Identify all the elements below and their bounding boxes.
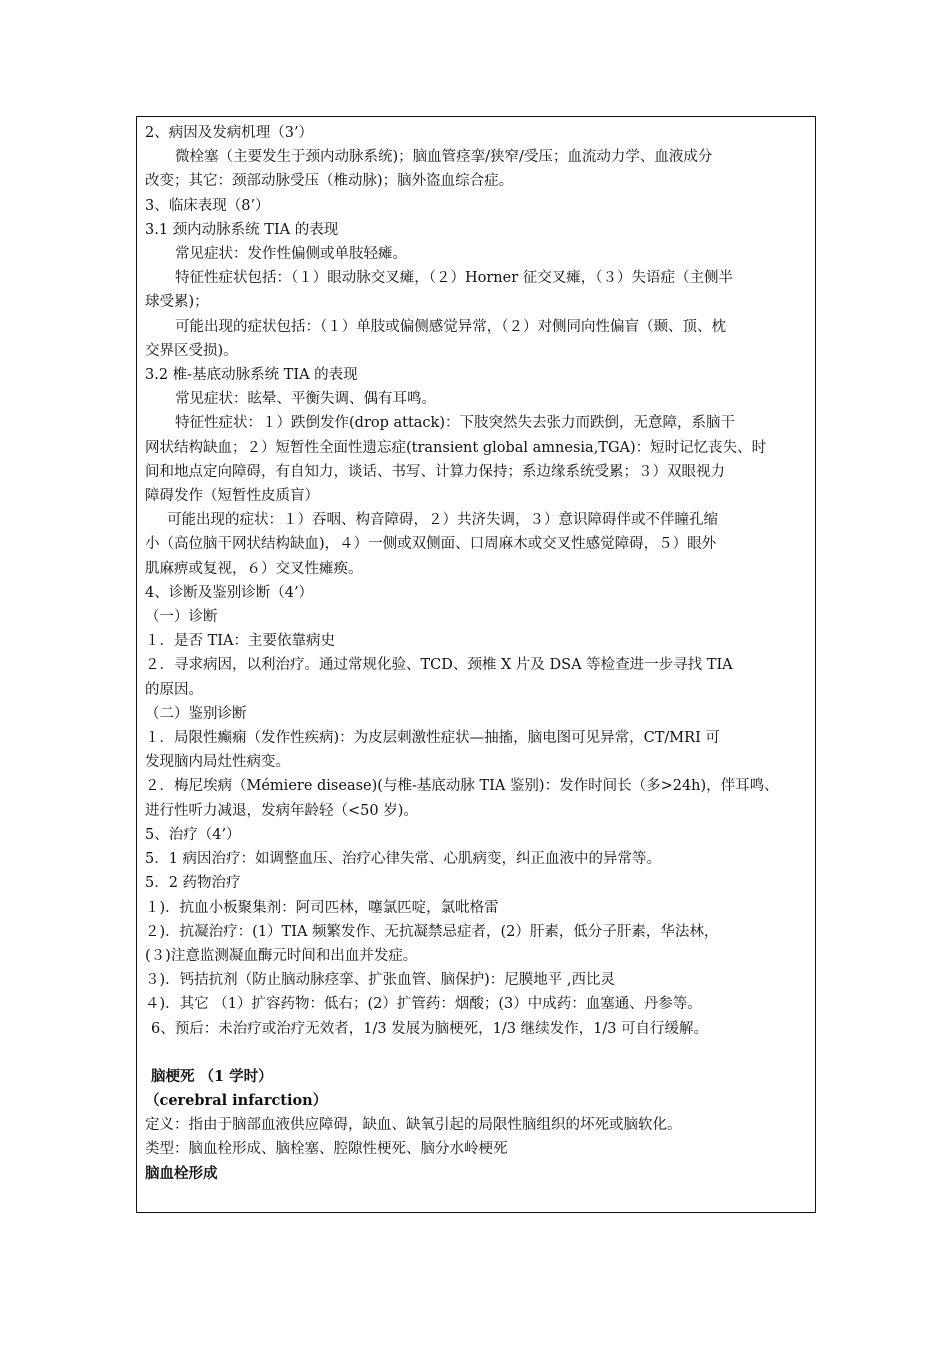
- document-content-box: [136, 116, 816, 1213]
- paragraph-line: 5．1 病因治疗：如调整血压、治疗心律失常、心肌病变，纠正血液中的异常等。: [145, 851, 662, 868]
- paragraph-line: ２．寻求病因，以利治疗。通过常规化验、TCD、颈椎 X 片及 DSA 等检查进一步寻找 TIA: [145, 657, 733, 674]
- section-heading: 5、治疗（4’）: [145, 826, 241, 843]
- paragraph-line: 球受累)；: [145, 294, 209, 311]
- subsection-heading: 3.2 椎-基底动脉系统 TIA 的表现: [145, 367, 358, 384]
- section-heading: 2、病因及发病机理（3’）: [145, 125, 314, 141]
- types-line: 类型：脑血栓形成、脑栓塞、腔隙性梗死、脑分水岭梗死: [145, 1141, 508, 1158]
- paragraph-line: １．是否 TIA：主要依靠病史: [145, 633, 335, 650]
- paragraph-line: 发现脑内局灶性病变。: [145, 754, 290, 771]
- paragraph-line: 常见症状：眩晕、平衡失调、偶有耳鸣。: [175, 391, 436, 408]
- chapter-title: 脑梗死 （1 学时）: [151, 1067, 273, 1085]
- paragraph-line: 可能出现的症状包括：（１）单肢或偏侧感觉异常，（２）对侧同向性偏盲（颞、顶、枕: [175, 318, 726, 335]
- paragraph-line: ３)．钙拮抗剂（防止脑动脉痉挛、扩张血管、脑保护)：尼膜地平 ,西比灵: [145, 972, 616, 989]
- paragraph-line: 可能出现的症状：１）吞咽、构音障碍，２）共济失调，３）意识障碍伴或不伴瞳孔缩: [167, 512, 718, 529]
- paragraph-line: 进行性听力减退，发病年龄轻（<50 岁)。: [145, 802, 418, 819]
- paragraph-line: 常见症状：发作性偏侧或单肢轻瘫。: [175, 246, 407, 263]
- paragraph-line: (３)注意监测凝血酶元时间和出血并发症。: [145, 947, 418, 964]
- chapter-subtitle: （cerebral infarction）: [145, 1091, 328, 1109]
- subsection-heading: （二）鉴别诊断: [145, 705, 247, 722]
- paragraph-line: 微栓塞（主要发生于颈内动脉系统)；脑血管痉挛/狭窄/受压；血流动力学、血液成分: [175, 149, 713, 166]
- paragraph-line: 小（高位脑干网状结构缺血)，４）一侧或双侧面、口周麻木或交叉性感觉障碍，５）眼外: [145, 536, 717, 553]
- paragraph-line: 的原因。: [145, 681, 203, 698]
- paragraph-line: 网状结构缺血；２）短暂性全面性遗忘症(transient global amnesia,TGA)：短时记忆丧失、时: [145, 439, 767, 456]
- definition-line: 定义：指由于脑部血液供应障碍，缺血、缺氧引起的局限性脑组织的坏死或脑软化。: [145, 1117, 682, 1134]
- paragraph-line: 障碍发作（短暂性皮质盲）: [145, 488, 319, 505]
- paragraph-line: 肌麻痹或复视，６）交叉性瘫痪。: [145, 560, 363, 577]
- paragraph-line: 特征性症状包括：（１）眼动脉交叉瘫，（２）Horner 征交叉瘫，（３）失语症（主侧半: [175, 270, 734, 287]
- paragraph-line: 交界区受损)。: [145, 342, 238, 359]
- subsection-heading: （一）诊断: [145, 609, 218, 626]
- section-heading: 4、诊断及鉴别诊断（4’）: [145, 584, 314, 601]
- paragraph-line: ２．梅尼埃病（Mémiere disease)(与椎-基底动脉 TIA 鉴别)：发作时间长（多>24h)，伴耳鸣、: [145, 778, 779, 795]
- paragraph-line: ２)．抗凝治疗：(1）TIA 频繁发作、无抗凝禁忌症者，(2）肝素，低分子肝素，华法林，: [145, 923, 719, 940]
- paragraph-line: １．局限性癫痫（发作性疾病)：为皮层刺激性症状—抽搐，脑电图可见异常，CT/MRI 可: [145, 730, 720, 747]
- subsection-heading: 5．2 药物治疗: [145, 875, 241, 892]
- paragraph-line: 间和地点定向障碍，有自知力，谈话、书写、计算力保持；系边缘系统受累；３）双眼视力: [145, 463, 725, 480]
- paragraph-line: １)．抗血小板聚集剂：阿司匹林，噻氯匹啶，氯吡格雷: [145, 899, 499, 916]
- subsection-title: 脑血栓形成: [145, 1164, 218, 1182]
- paragraph-line: 改变；其它：颈部动脉受压（椎动脉)；脑外盗血综合症。: [145, 173, 514, 190]
- paragraph-line: ４)．其它 （1）扩容药物：低右；(2）扩管药：烟酸；(3）中成药：血塞通、丹参等。: [145, 996, 702, 1013]
- section-heading: 3、临床表现（8’）: [145, 197, 270, 214]
- section-heading: 6、预后：未治疗或治疗无效者，1/3 发展为脑梗死，1/3 继续发作，1/3 可自行缓解。: [151, 1020, 709, 1037]
- subsection-heading: 3.1 颈内动脉系统 TIA 的表现: [145, 221, 339, 238]
- paragraph-line: 特征性症状：１）跌倒发作(drop attack)：下肢突然失去张力而跌倒，无意障，系脑干: [175, 415, 735, 432]
- spacer: [145, 1041, 807, 1065]
